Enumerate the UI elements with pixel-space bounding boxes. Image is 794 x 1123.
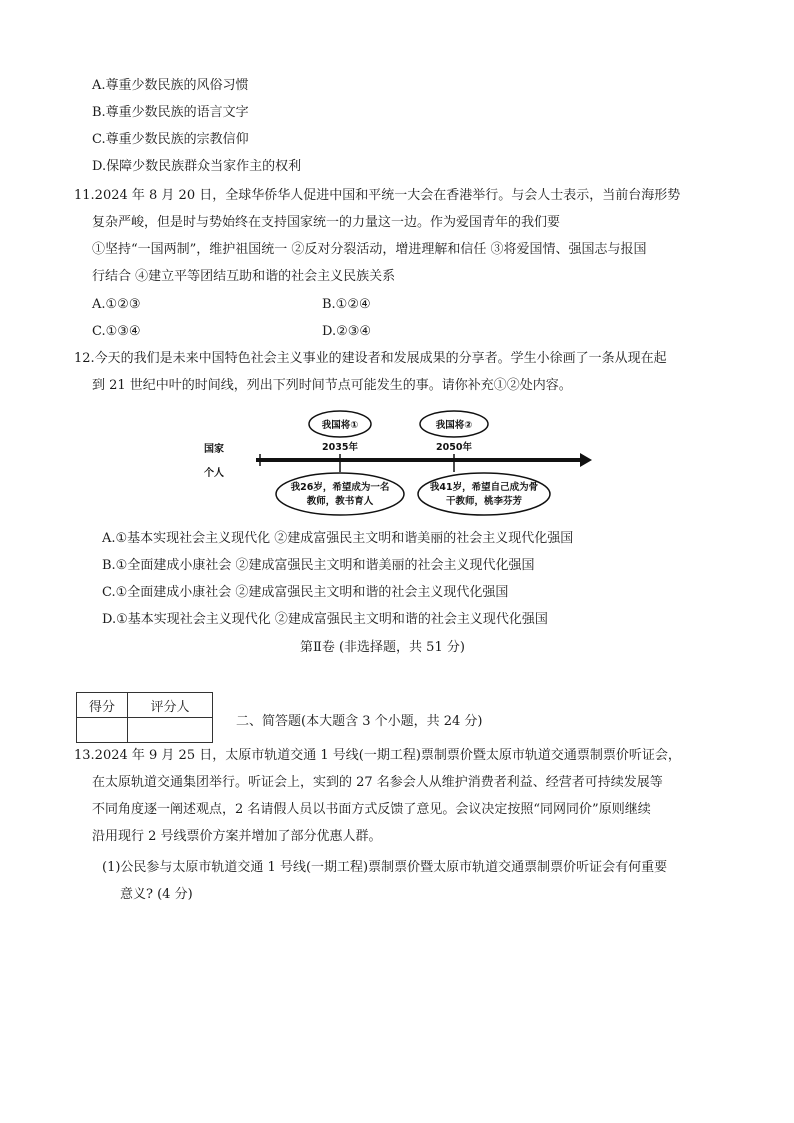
q10-option-d: D.保障少数民族群众当家作主的权利	[92, 159, 302, 174]
q11-option-c: C.①③④	[92, 324, 141, 339]
q11-items-line2: 行结合 ④建立平等团结互助和谐的社会主义民族关系	[92, 269, 396, 284]
timeline-label-country: 国家	[204, 444, 224, 455]
timeline-year-2035: 2035年	[322, 442, 358, 453]
q13-line4: 沿用现行 2 号线票价方案并增加了部分优惠人群。	[92, 829, 382, 844]
timeline-person-bubble-2	[418, 473, 550, 515]
section2-title: 二、简答题(本大题含 3 个小题，共 24 分)	[236, 714, 483, 729]
grader-label-cell: 评分人	[128, 693, 213, 718]
timeline-person-2-line2: 干教师，桃李芬芳	[445, 496, 523, 507]
q11-option-b: B.①②④	[322, 297, 371, 312]
q13-line3: 不同角度逐一阐述观点，2 名请假人员以书面方式反馈了意见。会议决定按照“同网同价”原则继续	[92, 802, 651, 817]
q11-option-a: A.①②③	[92, 297, 141, 312]
score-table	[76, 692, 213, 743]
timeline-person-bubble-1	[276, 473, 404, 515]
q13-line1: 13.2024 年 9 月 25 日，太原市轨道交通 1 号线(一期工程)票制票价暨太原市轨道交通票制票价听证会，	[74, 748, 681, 763]
q12-option-d: D.①基本实现社会主义现代化 ②建成富强民主文明和谐的社会主义现代化强国	[102, 612, 548, 627]
q12-option-b: B.①全面建成小康社会 ②建成富强民主文明和谐美丽的社会主义现代化强国	[102, 558, 535, 573]
q11-stem-line2: 复杂严峻，但是时与势始终在支持国家统一的力量这一边。作为爱国青年的我们要	[92, 215, 561, 230]
q12-option-a: A.①基本实现社会主义现代化 ②建成富强民主文明和谐美丽的社会主义现代化强国	[102, 531, 574, 546]
timeline-person-1-line1: 我26岁，希望成为一名	[290, 482, 390, 493]
timeline-person-2-line1: 我41岁，希望自己成为骨	[429, 482, 539, 493]
grader-value-cell	[128, 718, 213, 743]
score-value-cell	[77, 718, 128, 743]
q13-sub1-line2: 意义? (4 分)	[120, 887, 193, 902]
q13-sub1-line1: (1)公民参与太原市轨道交通 1 号线(一期工程)票制票价暨太原市轨道交通票制票价听证会有何重要	[102, 860, 668, 875]
part2-title: 第Ⅱ卷 (非选择题，共 51 分)	[300, 640, 465, 655]
q12-option-c: C.①全面建成小康社会 ②建成富强民主文明和谐的社会主义现代化强国	[102, 585, 509, 600]
q13-line2: 在太原轨道交通集团举行。听证会上，实到的 27 名参会人从维护消费者利益、经营者可持续发展等	[92, 775, 663, 790]
timeline-label-person: 个人	[204, 468, 224, 479]
q12-stem-line1: 12.今天的我们是未来中国特色社会主义事业的建设者和发展成果的分享者。学生小徐画了一条从现在起	[74, 351, 667, 366]
q11-stem-line1: 11.2024 年 8 月 20 日，全球华侨华人促进中国和平统一大会在香港举行。与会人士表示，当前台海形势	[74, 188, 681, 203]
q10-option-c: C.尊重少数民族的宗教信仰	[92, 132, 249, 147]
timeline-arrow-head	[580, 453, 592, 467]
q11-items-line1: ①坚持“一国两制”，维护祖国统一 ②反对分裂活动，增进理解和信任 ③将爱国情、强国志与报国	[92, 242, 647, 257]
score-label-cell: 得分	[77, 693, 128, 718]
q10-option-a: A.尊重少数民族的风俗习惯	[92, 78, 249, 93]
timeline-bubble-2050-text: 我国将②	[435, 420, 473, 431]
q10-option-b: B.尊重少数民族的语言文字	[92, 105, 249, 120]
timeline-bubble-2035-text: 我国将①	[321, 420, 359, 431]
timeline-person-1-line2: 教师，教书育人	[306, 496, 374, 507]
timeline-diagram	[196, 408, 606, 520]
q12-stem-line2: 到 21 世纪中叶的时间线，列出下列时间节点可能发生的事。请你补充①②处内容。	[92, 378, 572, 393]
timeline-year-2050: 2050年	[436, 442, 472, 453]
q11-option-d: D.②③④	[322, 324, 372, 339]
